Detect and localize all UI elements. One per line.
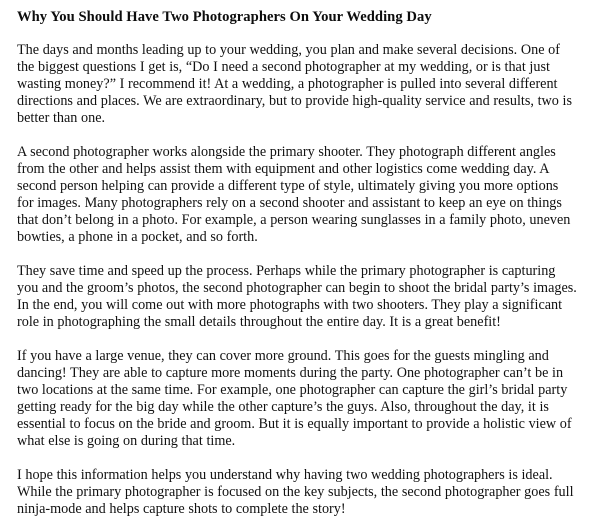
paragraph-1: The days and months leading up to your wedding, you plan and make several decisions. One of the biggest questions I get is, “Do I need a second photographer at my wedding, or is that just wasting money?” I recommend it! At a wedding, a photographer is pulled into several different directions and places. We are extraordinary, but to provide high-quality service and results, two is better than one. [17,42,572,127]
paragraph-5: I hope this information helps you understand why having two wedding photographers is ideal. While the primary photographer is focused on the key subjects, the second photographer goes full ninja-mode and helps capture shots to complete the story! [17,466,574,518]
paragraph-4: If you have a large venue, they can cover more ground. This goes for the guests mingling and dancing! They are able to capture more moments during the party. One photographer can’t be in two locations at the same time. For example, one photographer can capture the girl’s bridal party getting ready for the big day while the other capture’s the guys. Also, throughout the day, it is essential to focus on the bride and groom. But it is equally important to provide a holistic view of what else is going on during that time. [17,347,572,450]
article-body [17,9,578,518]
paragraph-3: They save time and speed up the process. Perhaps while the primary photographer is capturing you and the groom’s photos, the second photographer can begin to shoot the bridal party’s images. In the end, you will come out with more photographs with two shooters. They play a significant role in photographing the small details throughout the entire day. It is a great benefit! [17,263,577,331]
paragraph-2: A second photographer works alongside the primary shooter. They photograph different angles from the other and helps assist them with equipment and other logistics come wedding day. A second person helping can provide a different type of style, ultimately giving you more options for images. Many photographers rely on a second shooter and assistant to keep an eye on things that don’t belong in a photo. For example, a person wearing sunglasses in a family photo, uneven bowties, a phone in a pocket, and so forth. [17,143,571,246]
page-title: Why You Should Have Two Photographers On Your Wedding Day [17,9,432,25]
